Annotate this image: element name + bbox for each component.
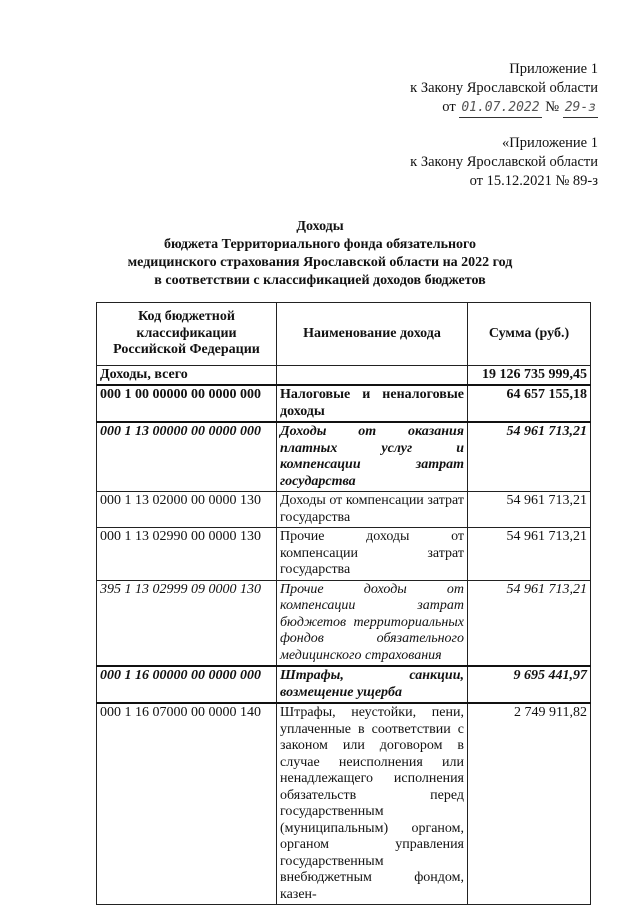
title-line-1: Доходы (296, 219, 344, 234)
row-name: Штрафы, санкции, возмещение ущерба (277, 666, 468, 703)
prev-law-date-number: от 15.12.2021 № 89-з (469, 173, 598, 189)
row-name: Штрафы, неустойки, пени, уплаченные в соответствии с законом или договором в случае неисполнения или ненадлежащего исполнения обязательств перед государственным (муниципальным) органом, органом управления государственным внебюджетным фондом, казен- (277, 703, 468, 905)
row-name (277, 365, 468, 385)
row-code: Доходы, всего (97, 365, 277, 385)
law-date-number (410, 98, 598, 118)
title-line-2: бюджета Территориального фонда обязательного (163, 237, 477, 252)
from-label: от (442, 99, 456, 115)
row-amount: 54 961 713,21 (468, 492, 591, 528)
row-code: 000 1 16 07000 00 0000 140 (97, 703, 277, 905)
row-code: 000 1 13 02000 00 0000 130 (97, 492, 277, 528)
row-name: Прочие доходы от компенсации затрат государства (277, 528, 468, 581)
row-amount: 64 657 155,18 (468, 385, 591, 422)
law-reference: к Закону Ярославской области (410, 80, 598, 96)
number-label: № (545, 99, 560, 115)
table-row (97, 492, 591, 528)
row-name: Доходы от компенсации затрат государства (277, 492, 468, 528)
header-name: Наименование дохода (277, 303, 468, 366)
row-amount: 9 695 441,97 (468, 666, 591, 703)
row-amount: 19 126 735 999,45 (468, 365, 591, 385)
row-amount: 54 961 713,21 (468, 422, 591, 492)
row-code: 000 1 16 00000 00 0000 000 (97, 666, 277, 703)
row-code: 395 1 13 02999 09 0000 130 (97, 580, 277, 666)
header-amount: Сумма (руб.) (468, 303, 591, 366)
row-code: 000 1 00 00000 00 0000 000 (97, 385, 277, 422)
row-code: 000 1 13 02990 00 0000 130 (97, 528, 277, 581)
row-amount: 54 961 713,21 (468, 580, 591, 666)
handwritten-number: 29-з (563, 98, 598, 118)
table-row (97, 580, 591, 666)
appendix-label: Приложение 1 (509, 61, 598, 77)
table-row (97, 385, 591, 422)
appendix-header (410, 60, 598, 118)
header-code: Код бюджетной классификации Российской Федерации (97, 303, 277, 366)
table-row (97, 528, 591, 581)
income-table (96, 302, 591, 905)
title-line-3: медицинского страхования Ярославской области на 2022 год (127, 255, 513, 270)
title-line-4: в соответствии с классификацией доходов бюджетов (154, 273, 486, 288)
handwritten-date: 01.07.2022 (459, 98, 541, 118)
prev-law-reference: к Закону Ярославской области (410, 154, 598, 170)
document-title (0, 218, 640, 290)
row-name: Доходы от оказания платных услуг и компенсации затрат государства (277, 422, 468, 492)
previous-appendix-header (410, 134, 598, 191)
row-amount: 2 749 911,82 (468, 703, 591, 905)
prev-appendix-label: «Приложение 1 (502, 135, 598, 151)
table-header-row (97, 303, 591, 366)
row-code: 000 1 13 00000 00 0000 000 (97, 422, 277, 492)
table-row (97, 365, 591, 385)
row-name: Прочие доходы от компенсации затрат бюджетов территориальных фондов обязательного медицинского страхования (277, 580, 468, 666)
table-row (97, 666, 591, 703)
table-row (97, 422, 591, 492)
row-name: Налоговые и неналоговые доходы (277, 385, 468, 422)
row-amount: 54 961 713,21 (468, 528, 591, 581)
table-row (97, 703, 591, 905)
